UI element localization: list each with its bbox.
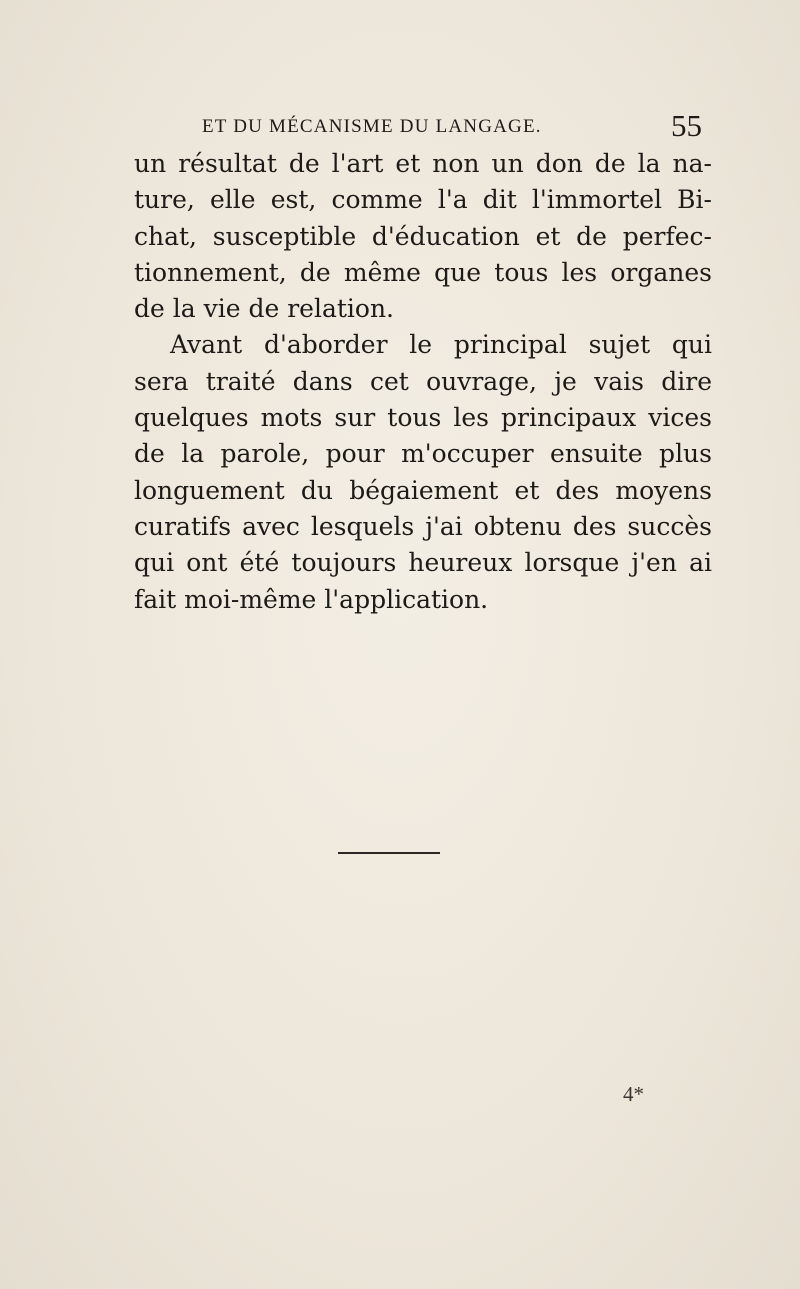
body-text (134, 146, 712, 618)
page-header (202, 108, 702, 148)
text-line: tionnement, de même que tous les organes (134, 257, 712, 287)
text-line: un résultat de l'art et non un don de la na- (134, 149, 712, 178)
text-line: chat, susceptible d'éducation et de perfec- (134, 221, 712, 251)
text-line: sera traité dans cet ouvrage, je vais dire (134, 366, 712, 396)
section-divider-rule (338, 852, 440, 854)
text-line: de la parole, pour m'occuper ensuite plus (134, 439, 712, 469)
text-line: fait moi-même l'application. (134, 584, 489, 614)
text-line: quelques mots sur tous les principaux vices (134, 403, 712, 433)
text-line: de la vie de relation. (134, 294, 394, 324)
text-line: ture, elle est, comme l'a dit l'immortel Bi- (134, 185, 712, 215)
running-head: ET DU MÉCANISME DU LANGAGE. (202, 116, 542, 137)
signature-mark: 4* (623, 1082, 644, 1106)
text-line: curatifs avec lesquels j'ai obtenu des succès (134, 511, 712, 541)
text-line: qui ont été toujours heureux lorsque j'en ai (134, 548, 712, 578)
text-line: longuement du bégaiement et des moyens (134, 475, 712, 505)
page-number: 55 (671, 108, 702, 143)
paragraph-first-line: Avant d'aborder le principal sujet qui (170, 330, 712, 360)
